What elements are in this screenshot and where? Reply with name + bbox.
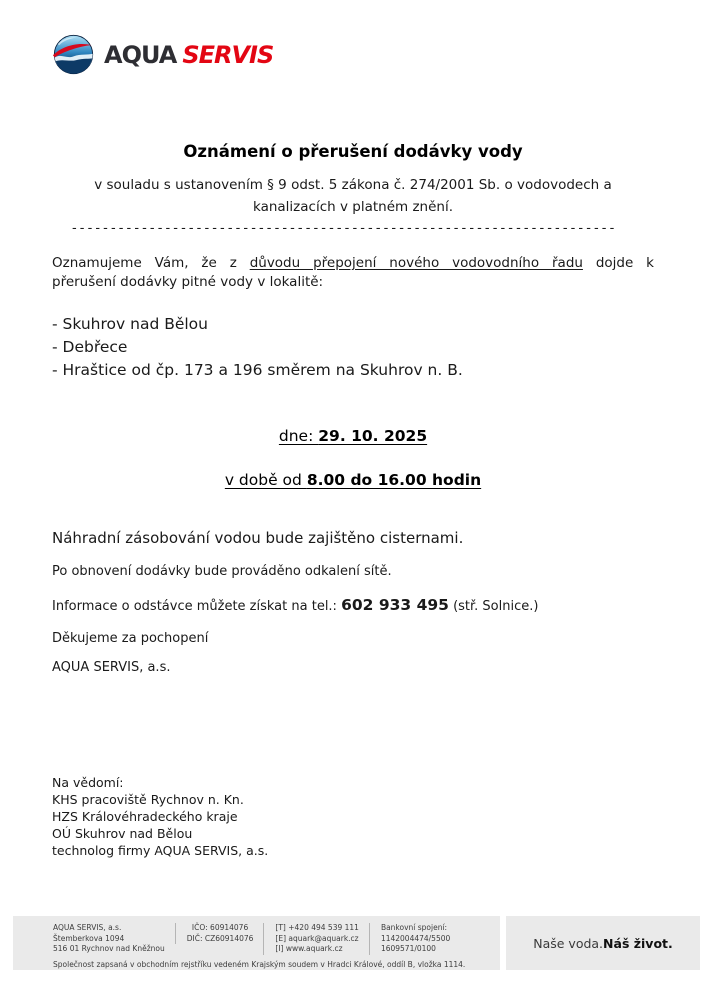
date-value: 29. 10. 2025 <box>318 427 428 445</box>
footer-slogan-block <box>506 916 700 970</box>
footer-email: [E] aquark@aquark.cz <box>275 933 359 943</box>
dashed-divider: ---------------------------------------------------------------------- <box>72 221 618 236</box>
location-item: - Debřece <box>52 338 128 356</box>
outage-time-line <box>52 471 654 489</box>
location-item: - Skuhrov nad Bělou <box>52 315 208 333</box>
footer-ids-column <box>175 923 264 944</box>
footer-website: [I] www.aquark.cz <box>275 944 343 953</box>
footer-dic: DIČ: CZ60914076 <box>186 933 254 943</box>
outage-date-line <box>52 427 654 445</box>
intro-paragraph <box>52 254 654 292</box>
logo-text-servis: SERVIS <box>182 40 274 69</box>
footer-company-block <box>13 916 500 970</box>
slogan-bold: Náš život. <box>603 935 673 951</box>
contact-info-line <box>52 596 654 614</box>
cc-item: technolog firmy AQUA SERVIS, a.s. <box>52 843 269 858</box>
time-label: v době od <box>224 471 307 489</box>
footer-city: 516 01 Rychnov nad Kněžnou <box>53 944 165 953</box>
logo-text-aqua: AQUA <box>104 40 177 69</box>
footer-address-column <box>53 923 175 955</box>
footer-bank-label: Bankovní spojení: <box>380 923 448 932</box>
intro-line-1 <box>52 254 654 273</box>
location-item: - Hraštice od čp. 173 a 196 směrem na Skuhrov n. B. <box>52 361 463 379</box>
company-logo <box>52 33 273 76</box>
notice-body <box>0 142 706 859</box>
footer-registration-line: Společnost zapsaná v obchodním rejstříku vedeném Krajským soudem v Hradci Králové, oddíl B, vložka 1114. <box>53 959 466 969</box>
time-value: 8.00 do 16.00 hodin <box>306 471 482 489</box>
footer-bank-column <box>369 923 460 955</box>
footer-street: Štemberkova 1094 <box>53 933 125 943</box>
logo-wordmark <box>104 41 273 69</box>
cc-block <box>52 774 654 859</box>
footer-contacts-column <box>263 923 369 955</box>
phone-number: 602 933 495 <box>341 596 449 614</box>
intro-text-after: dojde k <box>582 255 654 271</box>
notice-subtitle <box>52 175 654 218</box>
network-flush-note: Po obnovení dodávky bude prováděno odkalení sítě. <box>52 564 392 579</box>
intro-line-2: přerušení dodávky pitné vody v lokalitě: <box>52 274 324 290</box>
affected-locations-list <box>52 313 654 382</box>
date-label: dne: <box>278 427 319 445</box>
signature-line: AQUA SERVIS, a.s. <box>52 660 171 675</box>
cc-item: HZS Královéhradeckého kraje <box>52 809 238 824</box>
intro-underlined-reason: důvodu přepojení nového vodovodního řadu <box>249 255 583 271</box>
footer-bank-account-2: 1609571/0100 <box>380 944 436 953</box>
aqua-servis-globe-icon <box>52 33 95 76</box>
cc-item: OÚ Skuhrov nad Bělou <box>52 826 193 841</box>
footer-bank-account-1: 1142004474/5500 <box>380 933 451 943</box>
footer-ico: IČO: 60914076 <box>191 923 249 932</box>
footer-company-name: AQUA SERVIS, a.s. <box>53 923 122 932</box>
cc-label: Na vědomí: <box>52 775 124 790</box>
notice-title: Oznámení o přerušení dodávky vody <box>183 142 523 161</box>
info-text-after: (stř. Solnice.) <box>448 599 539 614</box>
intro-text-before: Oznamujeme Vám, že z <box>52 255 250 271</box>
footer-columns <box>53 923 500 955</box>
thanks-line: Děkujeme za pochopení <box>52 631 209 646</box>
subtitle-line-2: kanalizacích v platném znění. <box>252 198 453 215</box>
slogan-regular: Naše voda. <box>533 935 604 951</box>
cc-item: KHS pracoviště Rychnov n. Kn. <box>52 792 244 807</box>
info-text-before: Informace o odstávce můžete získat na tel.: <box>52 599 342 614</box>
subtitle-line-1: v souladu s ustanovením § 9 odst. 5 zákona č. 274/2001 Sb. o vodovodech a <box>94 177 612 193</box>
footer-phone: [T] +420 494 539 111 <box>275 923 359 932</box>
alternative-supply-note: Náhradní zásobování vodou bude zajištěno cisternami. <box>52 529 464 547</box>
